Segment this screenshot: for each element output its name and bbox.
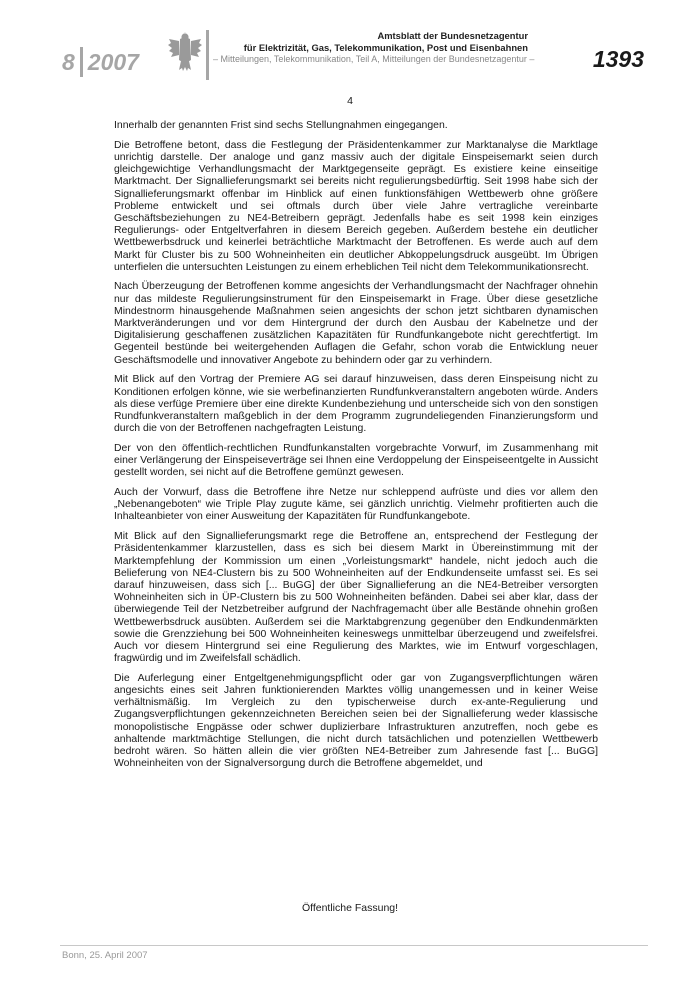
paragraph: Die Auferlegung einer Entgeltgenehmigungspflicht oder gar von Zugangsverpflichtungen wären angesichts eines seit Jahren funktionierenden Marktes völlig unangemessen und in keiner Weise verhältnismäßig. Im Vergleich zu den typischerweise durch ex-ante-Regulierung und Zugangsverpflichtungen gekennzeichneten Bereichen seien bei der Signallieferung weder klassische monopolistische Engpässe oder schwer duplizierbare Infrastrukturen anzutreffen, noch gebe es anhaltende marktmächtige Stellungen, die nicht durch tatsächlichen und potenziellen Wettbewerb bedroht wären. So hätten allein die vier größten NE4-Betreiber zum Jahresende fast [... BuGG] Wohneinheiten von der Signalversorgung durch die Betroffene abgemeldet, und: [114, 672, 598, 770]
public-version-note: Öffentliche Fassung!: [301, 902, 399, 914]
paragraph: Die Betroffene betont, dass die Festlegung der Präsidentenkammer zur Marktanalyse die Marktlage unrichtig darstelle. Der analoge und ganz massiv auch der digitale Einspeisemarkt seien durch gleichgewichtige Verhandlungsmacht der Marktgegenseite geprägt. Es existiere keine einseitige Marktmacht. Der Signallieferungsmarkt sei bereits nicht regulierungsbedürftig. Seit 1998 habe sich der Signallieferungsmarkt offenbar im Hinblick auf einen funktionsfähigen Wettbewerb ohne größere Probleme entwickelt und sei oftmals durch über viele Jahre vertragliche vereinbarte Geschäftsbeziehungen zu NE4-Betreibern geprägt. Jedenfalls habe es seit 1998 kein einziges Regulierungs- oder Entgeltverfahren in diesem Bereich gegeben. Außerdem bestehe ein deutlicher Wettbewerbsdruck und keinerlei beträchtliche Marktmacht der Betroffenen. Es werde auch auf dem Markt für Cluster bis zu 500 Wohneinheiten ein deutlicher Abkoppelungsdruck ausgeübt. Im Übrigen unterfielen die untersuchten Leistungen zu einem erheblichen Teil nicht dem Telekommunikationsrecht.: [114, 139, 598, 273]
paragraph: Innerhalb der genannten Frist sind sechs Stellungnahmen eingegangen.: [114, 120, 448, 131]
paragraph: Nach Überzeugung der Betroffenen komme angesichts der Verhandlungsmacht der Nachfrager ohnehin nur das mildeste Regulierungsinstrument für den Einspeisemarkt in Frage. Über diese gesetzliche Mindestnorm hinausgehende Maßnahmen seien angesichts der schon jetzt sichtbaren dynamischen Marktveränderungen und vor dem Hintergrund der durch den Ausbau der Kabelnetze und der Digitalisierung geschaffenen zusätzlichen Kapazitäten für Rundfunkangebote nicht gerechtfertigt. Im Gegenteil bestünde bei weitergehenden Auflagen die Gefahr, schon vorab die Entwicklung neuer Geschäftsmodelle und innovativer Angebote zu behindern oder gar zu verhindern.: [114, 281, 598, 366]
issue-number: 8: [62, 48, 75, 75]
issue-label: [62, 46, 139, 78]
federal-eagle-icon: [168, 30, 202, 74]
footer-divider: [60, 945, 648, 946]
paragraph: Auch der Vorwurf, dass die Betroffene ihre Netze nur schleppend aufrüste und dies vor allem den „Nebenangeboten“ wie Triple Play zugute käme, sei gänzlich unrichtig. Vielmehr profitierten auch die Inhalteanbieter von einer Ausweitung der Kapazitäten für Rundfunkangebote.: [114, 486, 598, 523]
issue-divider: [80, 47, 83, 77]
paragraph: Mit Blick auf den Vortrag der Premiere AG sei darauf hinzuweisen, dass deren Einspeisung nicht zu Konditionen erfolgen könne, wie sie werbefinanzierten Rundfunkveranstaltern angeboten würde. Anders als diese verfüge Premiere über eine direkte Kundenbeziehung und unterscheide sich von den sonstigen Rundfunkveranstaltern maßgeblich in der dem Programm zugrundeliegenden Finanzierungsform und durch die von der Betroffenen nachgefragten Leistung.: [114, 374, 598, 435]
document-body: [114, 120, 598, 778]
footer-date: Bonn, 25. April 2007: [62, 950, 148, 961]
journal-title: [213, 30, 528, 54]
issue-year: 2007: [87, 48, 139, 75]
paragraph: Mit Blick auf den Signallieferungsmarkt rege die Betroffene an, entsprechend der Festlegung der Präsidentenkammer klarzustellen, dass es sich bei diesem Markt in Übereinstimmung mit der Marktempfehlung der Kommission um einen „Vorleistungsmarkt“ handele, nicht jedoch auch die Belieferung von NE4-Clustern bis zu 500 Wohneinheiten auf der Endkundenseite umfasst sei. Es sei darauf hinzuweisen, dass sich [... BuGG] der über Signallieferung an die NE4-Betreiber versorgten Wohneinheiten sich in ÜP-Clustern bis zu 500 Wohneinheiten befänden. Dabei sei aber klar, dass der überwiegende Teil der Netzbetreiber aufgrund der Nachfragemacht über alle Bestände ohnehin großen Wettbewerbsdruck ausübten. Außerdem sei die Marktabgrenzung gegenüber den Endkundenmärkten sowie die Grenzziehung bei 500 Wohneinheiten keineswegs unmittelbar überzeugend und zweifelsfrei. Auch vor diesem Hintergrund sei eine Regulierung des Marktes, wie im Entwurf vorgeschlagen, fragwürdig und im Zweifelsfall schädlich.: [114, 531, 598, 665]
header-divider: [206, 30, 209, 80]
journal-subtitle: – Mitteilungen, Telekommunikation, Teil A, Mitteilungen der Bundesnetzagentur –: [213, 54, 535, 64]
journal-title-line2: für Elektrizität, Gas, Telekommunikation, Post und Eisenbahnen: [243, 42, 528, 53]
page-number: 1393: [592, 46, 644, 72]
paragraph: Der von den öffentlich-rechtlichen Rundfunkanstalten vorgebrachte Vorwurf, im Zusammenhang mit einer Verlängerung der Einspeiseverträge sei Ihnen eine Verdoppelung der Einspeiseentgelte in Aussicht gestellt worden, sei nicht auf die Betroffene gemünzt gewesen.: [114, 442, 598, 479]
document-page-number: 4: [347, 95, 353, 107]
journal-title-line1: Amtsblatt der Bundesnetzagentur: [377, 30, 528, 41]
